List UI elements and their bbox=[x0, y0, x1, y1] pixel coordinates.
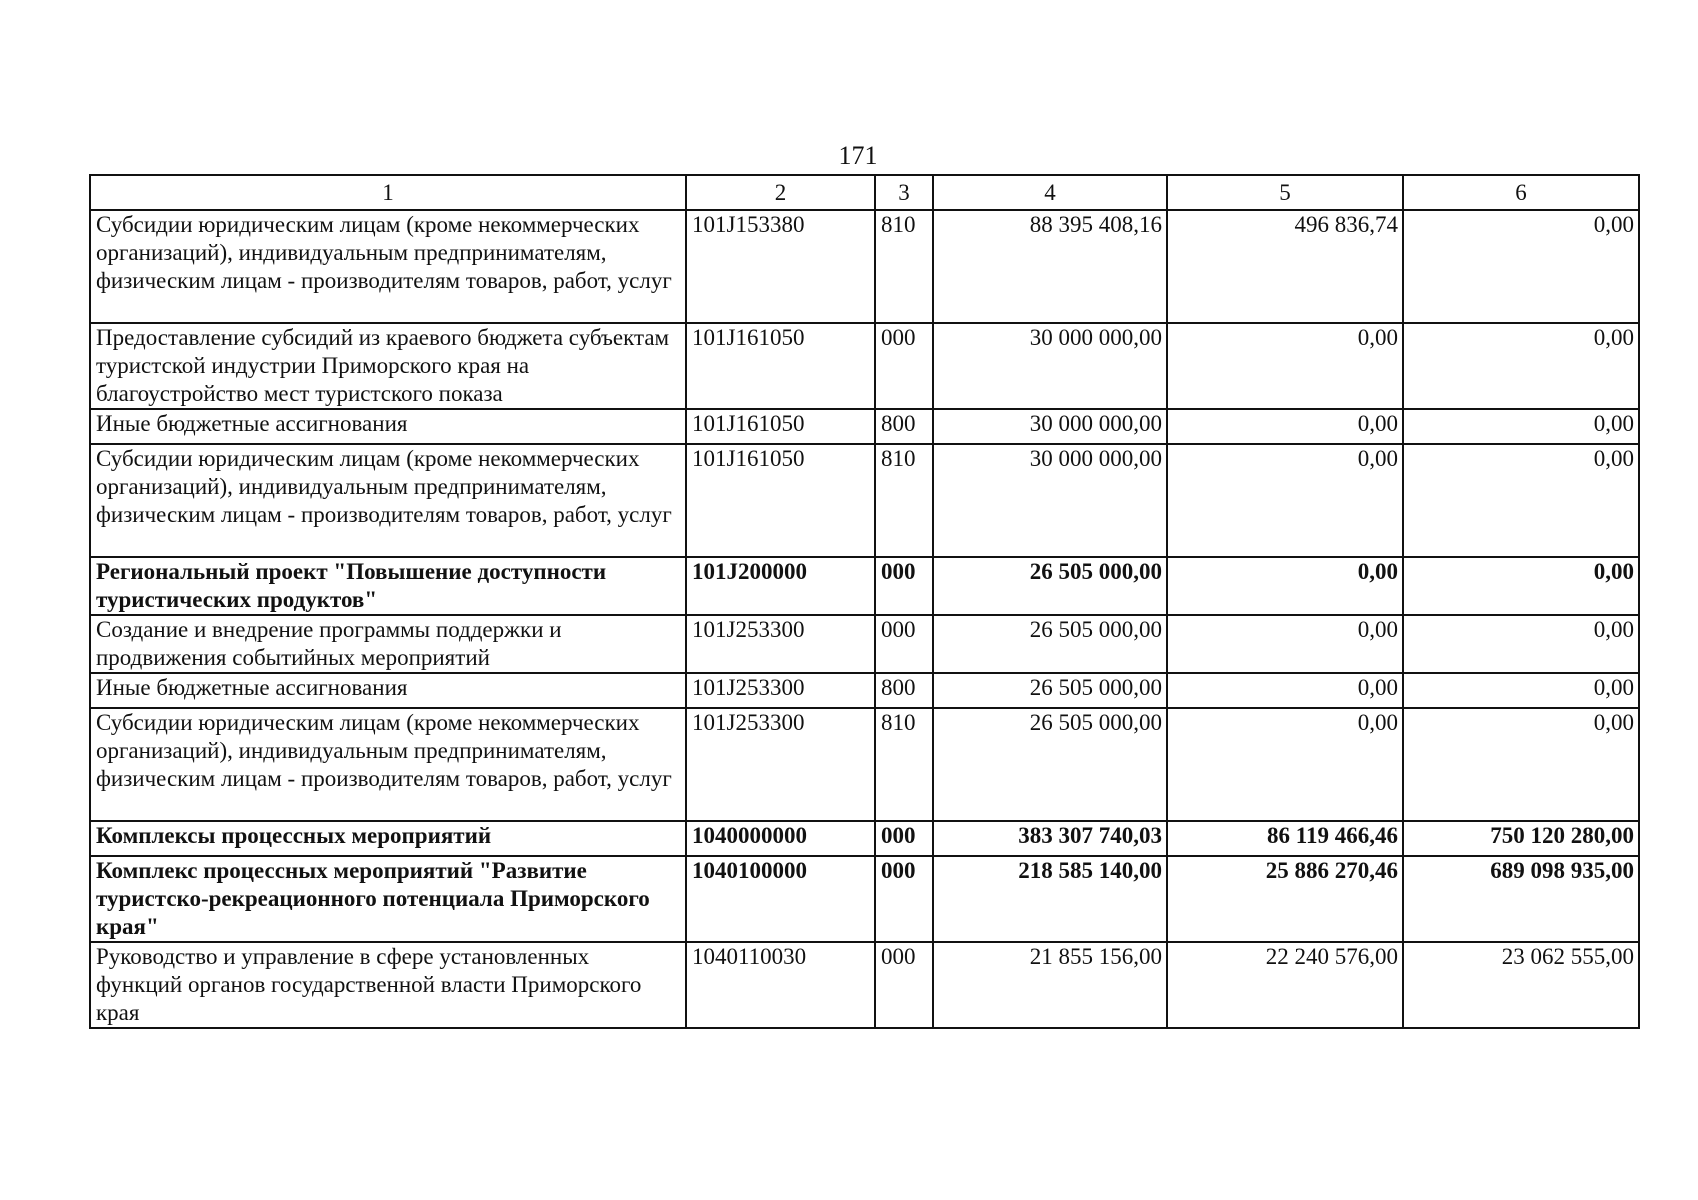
row-name: Комплексы процессных мероприятий bbox=[90, 821, 686, 856]
row-value-col4: 26 505 000,00 bbox=[933, 708, 1167, 821]
row-value-col6: 0,00 bbox=[1403, 615, 1639, 673]
row-name: Региональный проект "Повышение доступности туристических продуктов" bbox=[90, 557, 686, 615]
row-name: Субсидии юридическим лицам (кроме некоммерческих организаций), индивидуальным предпринимателям, физическим лицам - производителям товаров, работ, услуг bbox=[90, 708, 686, 821]
row-value-col6: 0,00 bbox=[1403, 409, 1639, 444]
table-row bbox=[90, 323, 1639, 409]
row-value-col6: 0,00 bbox=[1403, 210, 1639, 323]
table-row bbox=[90, 856, 1639, 942]
row-value-col5: 0,00 bbox=[1167, 615, 1403, 673]
row-value-col5: 86 119 466,46 bbox=[1167, 821, 1403, 856]
row-value-col4: 30 000 000,00 bbox=[933, 409, 1167, 444]
row-expense-type: 000 bbox=[875, 323, 933, 409]
row-expense-type: 800 bbox=[875, 673, 933, 708]
table-row bbox=[90, 409, 1639, 444]
header-col-1: 1 bbox=[90, 175, 686, 210]
header-col-4: 4 bbox=[933, 175, 1167, 210]
row-value-col6: 0,00 bbox=[1403, 444, 1639, 557]
row-code: 101J253300 bbox=[686, 673, 875, 708]
row-name: Субсидии юридическим лицам (кроме некоммерческих организаций), индивидуальным предпринимателям, физическим лицам - производителям товаров, работ, услуг bbox=[90, 210, 686, 323]
header-col-3: 3 bbox=[875, 175, 933, 210]
row-value-col6: 23 062 555,00 bbox=[1403, 942, 1639, 1028]
row-name: Комплекс процессных мероприятий "Развитие туристско-рекреационного потенциала Приморского края" bbox=[90, 856, 686, 942]
row-code: 101J200000 bbox=[686, 557, 875, 615]
row-value-col6: 0,00 bbox=[1403, 708, 1639, 821]
row-value-col4: 21 855 156,00 bbox=[933, 942, 1167, 1028]
table-row bbox=[90, 673, 1639, 708]
row-code: 1040110030 bbox=[686, 942, 875, 1028]
table-row bbox=[90, 708, 1639, 821]
page-number: 171 bbox=[838, 141, 878, 170]
row-value-col5: 496 836,74 bbox=[1167, 210, 1403, 323]
table-row bbox=[90, 210, 1639, 323]
row-code: 101J253300 bbox=[686, 615, 875, 673]
header-col-6: 6 bbox=[1403, 175, 1639, 210]
row-name: Руководство и управление в сфере установленных функций органов государственной власти Приморского края bbox=[90, 942, 686, 1028]
row-name: Предоставление субсидий из краевого бюджета субъектам туристской индустрии Приморского края на благоустройство мест туристского показа bbox=[90, 323, 686, 409]
row-expense-type: 000 bbox=[875, 615, 933, 673]
row-code: 101J253300 bbox=[686, 708, 875, 821]
row-expense-type: 000 bbox=[875, 856, 933, 942]
row-code: 101J161050 bbox=[686, 409, 875, 444]
row-value-col4: 218 585 140,00 bbox=[933, 856, 1167, 942]
table-row bbox=[90, 821, 1639, 856]
row-value-col5: 0,00 bbox=[1167, 708, 1403, 821]
row-value-col5: 0,00 bbox=[1167, 409, 1403, 444]
row-value-col4: 30 000 000,00 bbox=[933, 323, 1167, 409]
budget-table bbox=[89, 174, 1640, 1029]
row-value-col4: 26 505 000,00 bbox=[933, 615, 1167, 673]
row-expense-type: 000 bbox=[875, 557, 933, 615]
row-value-col4: 30 000 000,00 bbox=[933, 444, 1167, 557]
row-expense-type: 810 bbox=[875, 708, 933, 821]
row-value-col6: 0,00 bbox=[1403, 323, 1639, 409]
row-expense-type: 800 bbox=[875, 409, 933, 444]
row-value-col4: 26 505 000,00 bbox=[933, 673, 1167, 708]
row-code: 1040100000 bbox=[686, 856, 875, 942]
table-row bbox=[90, 444, 1639, 557]
row-value-col5: 0,00 bbox=[1167, 557, 1403, 615]
header-col-5: 5 bbox=[1167, 175, 1403, 210]
row-value-col5: 22 240 576,00 bbox=[1167, 942, 1403, 1028]
row-value-col5: 25 886 270,46 bbox=[1167, 856, 1403, 942]
row-value-col5: 0,00 bbox=[1167, 673, 1403, 708]
row-value-col4: 26 505 000,00 bbox=[933, 557, 1167, 615]
row-name: Субсидии юридическим лицам (кроме некоммерческих организаций), индивидуальным предпринимателям, физическим лицам - производителям товаров, работ, услуг bbox=[90, 444, 686, 557]
row-value-col6: 689 098 935,00 bbox=[1403, 856, 1639, 942]
row-name: Иные бюджетные ассигнования bbox=[90, 673, 686, 708]
row-value-col5: 0,00 bbox=[1167, 444, 1403, 557]
row-value-col4: 383 307 740,03 bbox=[933, 821, 1167, 856]
row-value-col4: 88 395 408,16 bbox=[933, 210, 1167, 323]
row-value-col6: 750 120 280,00 bbox=[1403, 821, 1639, 856]
table-header-row bbox=[90, 175, 1639, 210]
row-expense-type: 810 bbox=[875, 210, 933, 323]
row-expense-type: 810 bbox=[875, 444, 933, 557]
table-row bbox=[90, 942, 1639, 1028]
row-value-col6: 0,00 bbox=[1403, 673, 1639, 708]
row-code: 101J161050 bbox=[686, 323, 875, 409]
row-code: 101J153380 bbox=[686, 210, 875, 323]
header-col-2: 2 bbox=[686, 175, 875, 210]
row-name: Создание и внедрение программы поддержки и продвижения событийных мероприятий bbox=[90, 615, 686, 673]
row-code: 101J161050 bbox=[686, 444, 875, 557]
row-expense-type: 000 bbox=[875, 942, 933, 1028]
row-value-col5: 0,00 bbox=[1167, 323, 1403, 409]
table-row bbox=[90, 557, 1639, 615]
row-code: 1040000000 bbox=[686, 821, 875, 856]
row-expense-type: 000 bbox=[875, 821, 933, 856]
table-row bbox=[90, 615, 1639, 673]
row-value-col6: 0,00 bbox=[1403, 557, 1639, 615]
row-name: Иные бюджетные ассигнования bbox=[90, 409, 686, 444]
